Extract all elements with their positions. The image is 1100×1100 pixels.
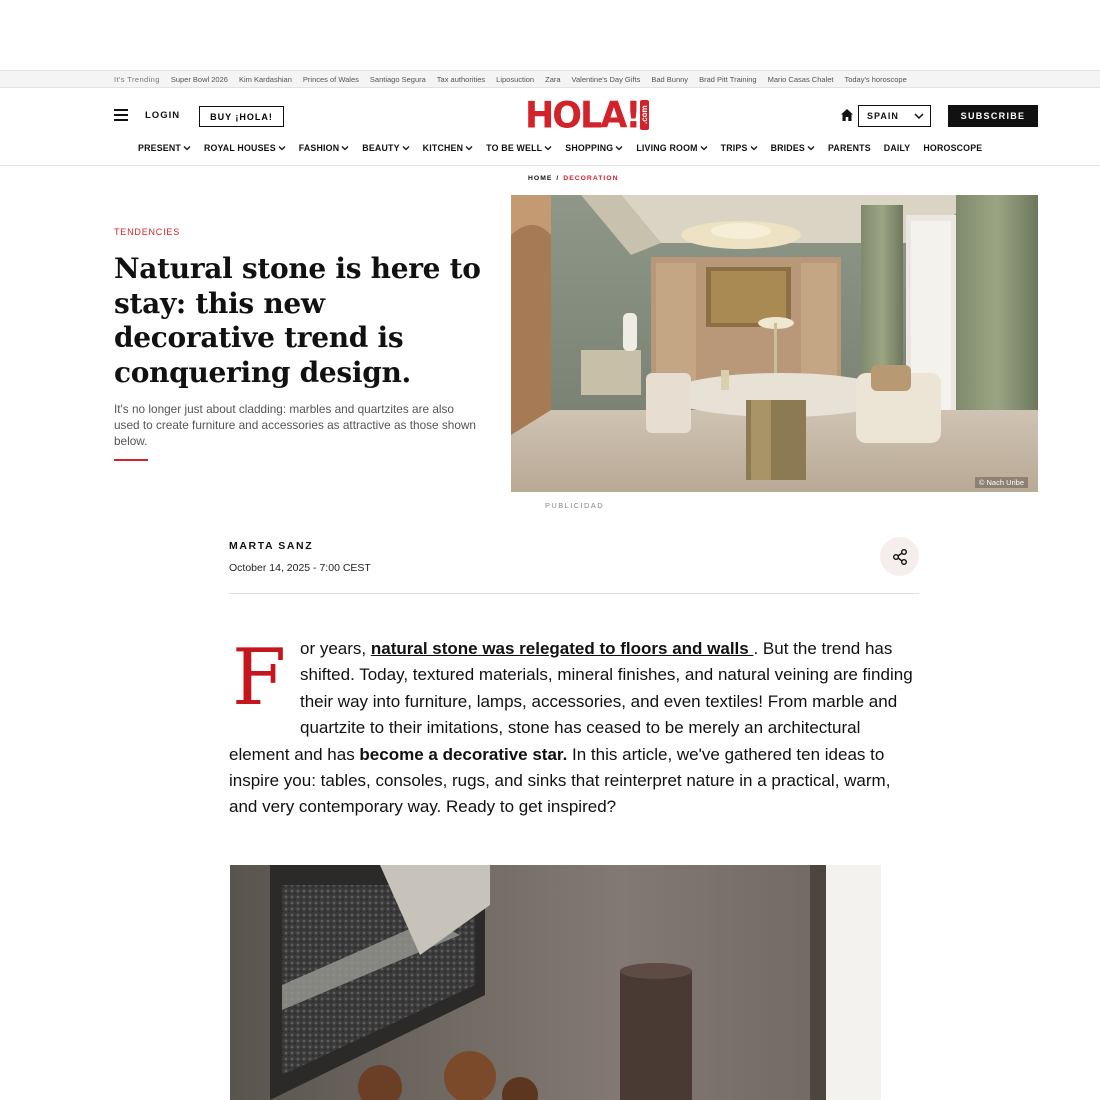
dropcap: F bbox=[231, 633, 287, 723]
breadcrumb-home[interactable]: HOME bbox=[528, 175, 553, 182]
article-headline: Natural stone is here to stay: this new decorative trend is conquering design. bbox=[114, 252, 481, 389]
chevron-down-icon bbox=[700, 145, 708, 151]
nav-item-horoscope[interactable] bbox=[923, 143, 982, 153]
main-nav bbox=[138, 143, 995, 153]
nav-item-present[interactable] bbox=[138, 143, 191, 153]
body-text: In this article, we've gathered ten ideas to inspire you: tables, consoles, rugs, and sinks that reinterpret nature in a practical, warm, and very contemporary way. Ready to get inspired? bbox=[229, 744, 891, 817]
trending-bar bbox=[0, 70, 1100, 88]
trending-link[interactable]: Bad Bunny bbox=[651, 74, 689, 84]
breadcrumb-current[interactable]: DECORATION bbox=[563, 175, 619, 182]
nav-item-label: TRIPS bbox=[720, 143, 748, 153]
nav-item-label: FASHION bbox=[298, 143, 340, 153]
trending-link[interactable]: Liposuction bbox=[496, 74, 535, 84]
chevron-down-icon bbox=[278, 145, 286, 151]
nav-item-to-be-well[interactable] bbox=[486, 143, 552, 153]
home-icon[interactable] bbox=[840, 108, 854, 122]
buy-hola-button[interactable]: BUY ¡HOLA! bbox=[199, 106, 284, 127]
chevron-down-icon bbox=[465, 145, 473, 151]
chevron-down-icon bbox=[402, 145, 410, 151]
nav-item-label: HOROSCOPE bbox=[923, 143, 983, 153]
chevron-down-icon bbox=[807, 145, 815, 151]
breadcrumb-separator: / bbox=[556, 175, 560, 182]
trending-link[interactable]: Princes of Wales bbox=[302, 74, 359, 84]
nav-item-trips[interactable] bbox=[721, 143, 758, 153]
logo-suffix: .com bbox=[640, 100, 649, 130]
trending-link[interactable]: Santiago Segura bbox=[369, 74, 426, 84]
body-bold: become a decorative star. bbox=[359, 744, 568, 764]
nav-item-daily[interactable] bbox=[884, 143, 911, 153]
breadcrumb bbox=[528, 175, 618, 182]
nav-item-label: BEAUTY bbox=[362, 143, 400, 153]
ad-label: PUBLICIDAD bbox=[545, 501, 605, 510]
nav-item-shopping[interactable] bbox=[565, 143, 623, 153]
nav-item-living-room[interactable] bbox=[636, 143, 707, 153]
image-credit: © Nach Uribe bbox=[975, 477, 1028, 488]
nav-item-kitchen[interactable] bbox=[423, 143, 474, 153]
trending-link[interactable]: Super Bowl 2026 bbox=[170, 74, 228, 84]
site-header bbox=[0, 88, 1100, 166]
logo-wordmark: HOLA! bbox=[525, 95, 640, 137]
body-text: or years, bbox=[300, 639, 371, 658]
article-kicker[interactable]: TENDENCIES bbox=[114, 227, 181, 237]
nav-item-label: PARENTS bbox=[828, 143, 871, 153]
trending-label: It's Trending bbox=[114, 74, 160, 84]
nav-item-label: KITCHEN bbox=[422, 143, 464, 153]
nav-item-label: LIVING ROOM bbox=[636, 143, 698, 153]
trending-link[interactable]: Valentine's Day Gifts bbox=[571, 74, 641, 84]
article-image bbox=[230, 865, 881, 1100]
trending-link[interactable]: Brad Pitt Training bbox=[699, 74, 757, 84]
body-link[interactable]: natural stone was relegated to floors and walls bbox=[370, 639, 754, 658]
article-body bbox=[229, 633, 919, 821]
menu-icon[interactable] bbox=[114, 109, 128, 121]
trending-link[interactable]: Kim Kardashian bbox=[238, 74, 292, 84]
publish-date: October 14, 2025 - 7:00 CEST bbox=[229, 562, 371, 574]
chevron-down-icon bbox=[750, 145, 758, 151]
nav-item-label: BRIDES bbox=[770, 143, 805, 153]
trending-link[interactable]: Tax authorities bbox=[436, 74, 486, 84]
chevron-down-icon bbox=[183, 145, 191, 151]
trending-link[interactable]: Today's horoscope bbox=[844, 74, 907, 84]
hero-image bbox=[511, 195, 1038, 492]
body-text: . But the trend has shifted. Today, textured materials, mineral finishes, and natural veining are finding their way into furniture, lamps, accessories, and even textiles! From marble and quartzite to their imitations, stone has ceased to be merely an architectural element and has bbox=[229, 639, 913, 764]
chevron-down-icon bbox=[544, 145, 552, 151]
nav-item-label: SHOPPING bbox=[565, 143, 614, 153]
nav-item-label: PRESENT bbox=[138, 143, 181, 153]
country-value: SPAIN bbox=[867, 111, 899, 121]
share-button[interactable] bbox=[880, 537, 919, 576]
byline-divider bbox=[229, 593, 919, 594]
login-link[interactable]: LOGIN bbox=[145, 110, 181, 121]
hola-logo[interactable] bbox=[525, 95, 650, 137]
trending-link[interactable]: Zara bbox=[545, 74, 561, 84]
nav-item-brides[interactable] bbox=[771, 143, 815, 153]
nav-item-label: DAILY bbox=[883, 143, 911, 153]
trending-link[interactable]: Mario Casas Chalet bbox=[767, 74, 834, 84]
nav-item-label: TO BE WELL bbox=[486, 143, 543, 153]
nav-item-parents[interactable] bbox=[828, 143, 871, 153]
subscribe-button[interactable]: SUBSCRIBE bbox=[948, 105, 1038, 127]
country-select[interactable] bbox=[858, 105, 931, 127]
nav-item-label: ROYAL HOUSES bbox=[203, 143, 276, 153]
nav-item-beauty[interactable] bbox=[362, 143, 409, 153]
red-divider bbox=[114, 459, 148, 461]
author-name[interactable]: MARTA SANZ bbox=[229, 540, 314, 552]
chevron-down-icon bbox=[341, 145, 349, 151]
article-dek: It's no longer just about cladding: marbles and quartzites are also used to create furniture and accessories as attractive as those shown below. bbox=[114, 402, 476, 448]
chevron-down-icon bbox=[615, 145, 623, 151]
nav-item-royal-houses[interactable] bbox=[204, 143, 286, 153]
chevron-down-icon bbox=[914, 113, 924, 120]
nav-item-fashion[interactable] bbox=[299, 143, 350, 153]
share-icon bbox=[892, 549, 908, 565]
